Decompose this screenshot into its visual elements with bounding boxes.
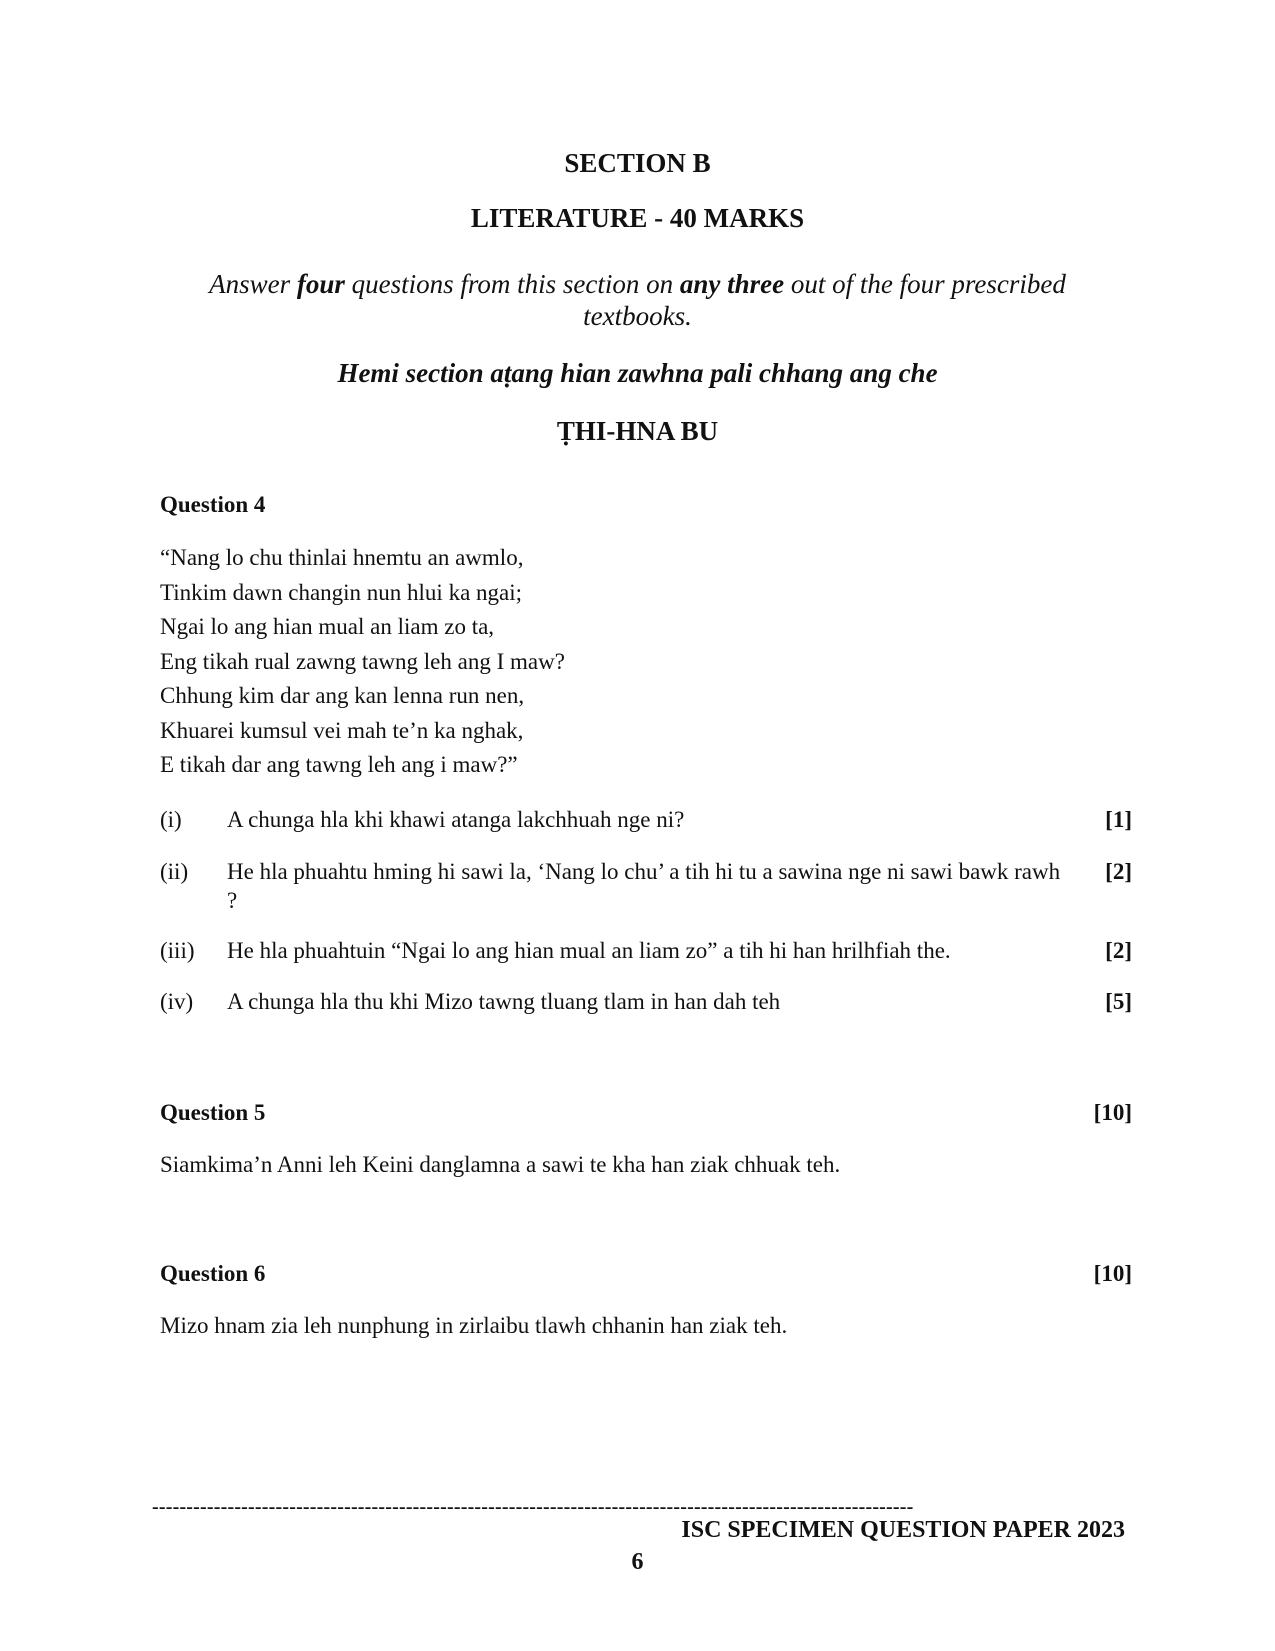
subquestion-marks: [5] [1105, 989, 1132, 1014]
question-4-heading: Question 4 [160, 492, 266, 517]
poem-line: Tinkim dawn changin nun hlui ka ngai; [160, 579, 523, 605]
subquestion-number: (i) [160, 807, 182, 832]
subquestion-number: (iii) [160, 938, 195, 963]
question-6-text: Mizo hnam zia leh nunphung in zirlaibu tlawh chhanin han ziak teh. [160, 1313, 788, 1338]
poem-line: “Nang lo chu thinlai hnemtu an awmlo, [160, 545, 524, 570]
instruction-mid: questions from this section on [344, 269, 680, 299]
literature-title: LITERATURE - 40 MARKS [470, 203, 805, 233]
instruction-line-1 [0, 268, 1275, 300]
subquestion-text: A chunga hla khi khawi atanga lakchhuah nge ni? [227, 807, 685, 832]
footer-title: ISC SPECIMEN QUESTION PAPER 2023 [681, 1517, 1125, 1543]
subquestion-text: He hla phuahtu hming hi sawi la, ‘Nang lo chu’ a tih hi tu a sawina nge ni sawi bawk rawh ? [227, 859, 1061, 913]
question-6-heading: Question 6 [160, 1261, 266, 1286]
question-5-text: Siamkima’n Anni leh Keini danglamna a sawi te kha han ziak chhuak teh. [160, 1152, 841, 1177]
poem-extract [160, 541, 565, 783]
instruction-line-2: textbooks. [583, 301, 692, 331]
subquestion-number: (ii) [160, 859, 189, 884]
footer-dashed-rule: --------------------------------------------------------------------------------------------------------------- [152, 1496, 914, 1518]
question-5-heading: Question 5 [160, 1100, 266, 1125]
poem-line: E tikah dar ang tawng leh ang i maw?” [160, 752, 518, 777]
subquestion-marks: [2] [1105, 859, 1132, 884]
instruction-pre: Answer [209, 269, 297, 299]
subquestion-marks: [1] [1105, 807, 1132, 832]
book-heading: ṬHI-HNA BU [556, 416, 719, 446]
subquestion-text: He hla phuahtuin “Ngai lo ang hian mual an liam zo” a tih hi han hrilhfiah the. [227, 938, 951, 963]
mizo-instruction: Hemi section aṭang hian zawhna pali chhang ang che [337, 358, 938, 388]
question-6-marks: [10] [1093, 1261, 1132, 1286]
instruction [0, 268, 1275, 332]
poem-line: Ngai lo ang hian mual an liam zo ta, [160, 614, 495, 639]
question-5-marks: [10] [1093, 1100, 1132, 1125]
instruction-bold-any-three: any three [679, 269, 785, 299]
subquestion-text: A chunga hla thu khi Mizo tawng tluang tlam in han dah teh [227, 989, 781, 1014]
subquestion-number: (iv) [160, 989, 194, 1014]
section-title: SECTION B [564, 148, 711, 178]
instruction-post: out of the four prescribed [784, 269, 1066, 299]
subquestion-marks: [2] [1105, 938, 1132, 963]
poem-line: Khuarei kumsul vei mah te’n ka nghak, [160, 717, 524, 743]
poem-line: Chhung kim dar ang kan lenna run nen, [160, 683, 525, 708]
poem-line: Eng tikah rual zawng tawng leh ang I maw? [160, 648, 565, 674]
page-number: 6 [631, 1549, 644, 1575]
instruction-bold-four: four [296, 269, 345, 299]
